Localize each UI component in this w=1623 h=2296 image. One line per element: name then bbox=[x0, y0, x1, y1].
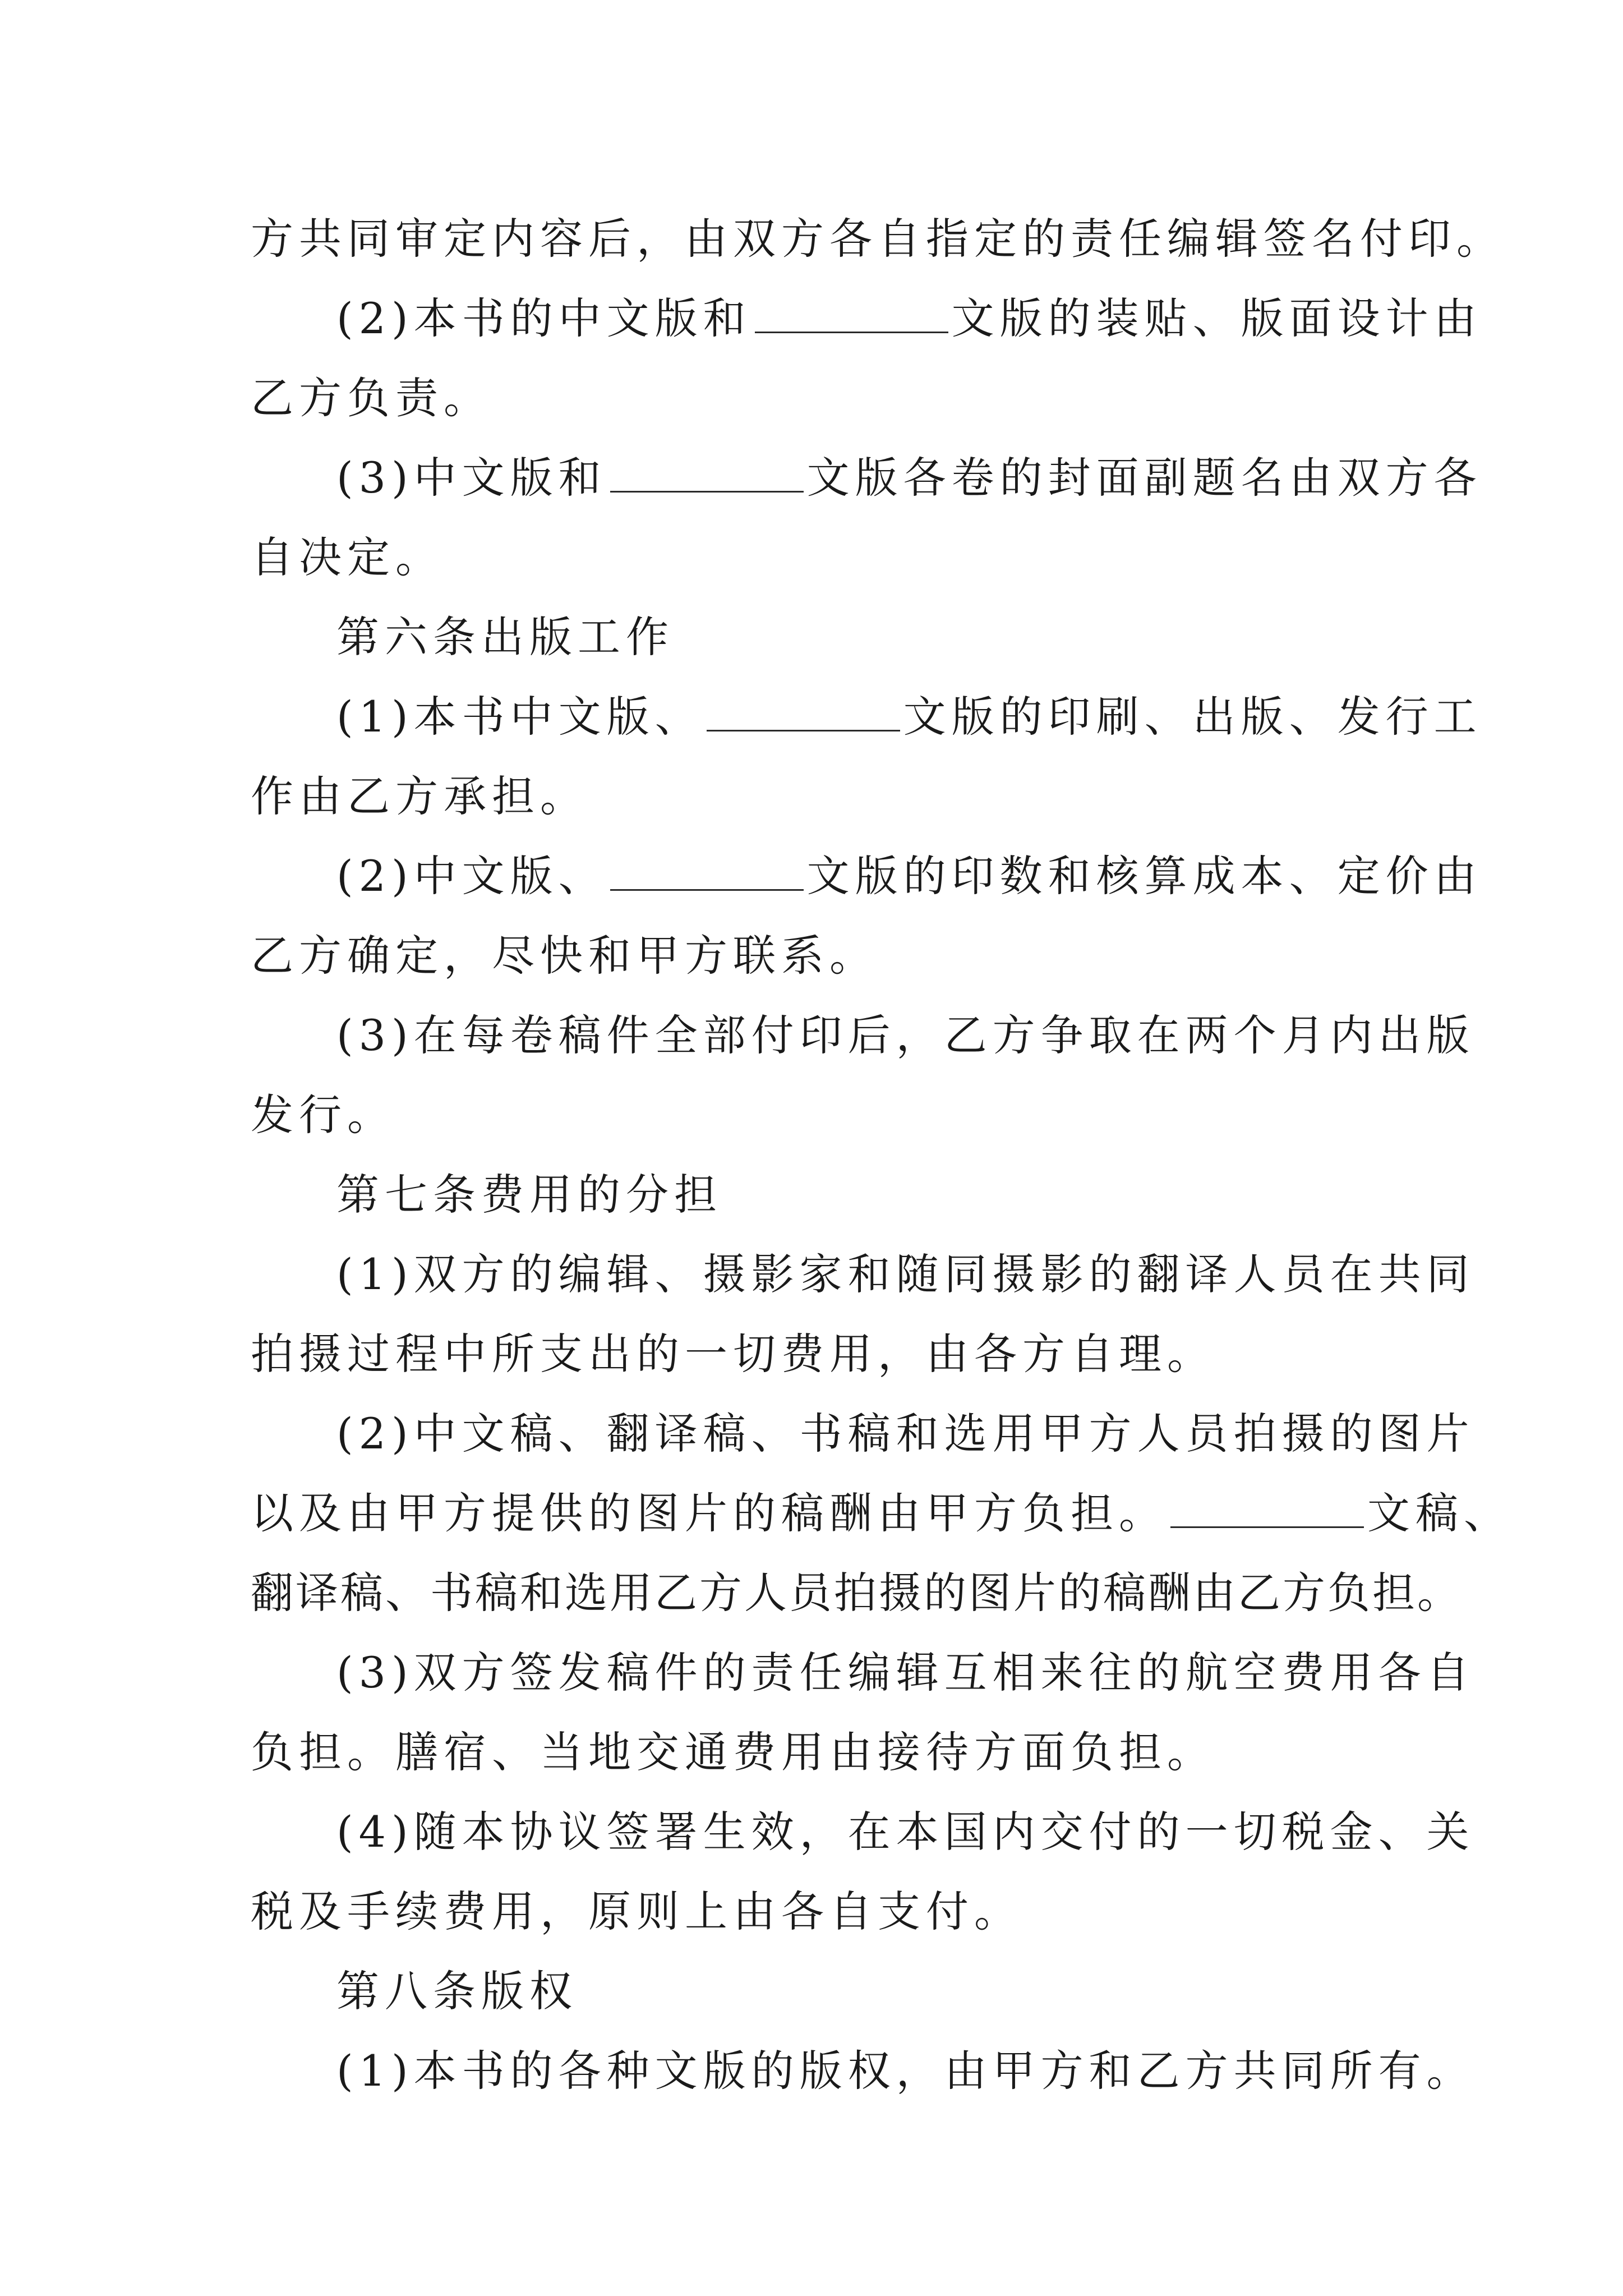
fill-in-blank bbox=[1170, 1494, 1364, 1528]
paragraph-line bbox=[251, 1792, 1475, 1872]
section-heading bbox=[251, 597, 1406, 677]
line-text: (3)中文版和 bbox=[336, 453, 607, 503]
line-text: 文版的装贴、版面设计由 bbox=[951, 293, 1482, 343]
paragraph-line bbox=[251, 1474, 1512, 1553]
line-text: (2)中文稿、翻译稿、书稿和选用甲方人员拍摄的图片 bbox=[336, 1409, 1475, 1458]
paragraph-line bbox=[251, 1394, 1475, 1474]
heading-text: 第八条版权 bbox=[336, 1966, 578, 2016]
line-text: 税及手续费用，原则上由各自支付。 bbox=[251, 1887, 1022, 1936]
paragraph-line bbox=[251, 2031, 1475, 2111]
heading-text: 第六条出版工作 bbox=[336, 612, 674, 662]
paragraph-line bbox=[251, 1633, 1475, 1713]
line-text: (1)本书的各种文版的版权，由甲方和乙方共同所有。 bbox=[336, 2046, 1475, 2096]
fill-in-blank bbox=[707, 697, 900, 731]
paragraph-line bbox=[251, 1235, 1475, 1314]
paragraph-line bbox=[251, 279, 1482, 358]
paragraph-line bbox=[251, 438, 1482, 518]
line-text: 文版的印数和核算成本、定价由 bbox=[806, 851, 1482, 901]
paragraph-line bbox=[251, 358, 1406, 438]
fill-in-blank bbox=[610, 458, 804, 493]
line-text: (1)本书中文版、 bbox=[336, 692, 703, 742]
line-text: (2)中文版、 bbox=[336, 851, 607, 901]
line-text: (2)本书的中文版和 bbox=[336, 293, 751, 343]
line-text: 以及由甲方提供的图片的稿酬由甲方负担。 bbox=[251, 1488, 1167, 1538]
fill-in-blank bbox=[755, 299, 948, 333]
heading-text: 第七条费用的分担 bbox=[336, 1170, 722, 1220]
line-text: 负担。膳宿、当地交通费用由接待方面负担。 bbox=[251, 1727, 1215, 1777]
paragraph-line bbox=[251, 1713, 1406, 1792]
paragraph-line bbox=[251, 518, 1406, 597]
paragraph-line bbox=[251, 996, 1475, 1075]
paragraph-line bbox=[251, 1075, 1406, 1155]
line-text: 发行。 bbox=[251, 1090, 395, 1140]
paragraph-line bbox=[251, 836, 1482, 916]
line-text: 文版的印刷、出版、发行工 bbox=[903, 692, 1482, 742]
section-heading bbox=[251, 1155, 1406, 1235]
line-text: (3)双方签发稿件的责任编辑互相来往的航空费用各自 bbox=[336, 1648, 1475, 1697]
line-text: 方共同审定内容后，由双方各自指定的责任编辑签名付印。 bbox=[251, 214, 1505, 264]
section-heading bbox=[251, 1952, 1406, 2031]
paragraph-line bbox=[251, 916, 1406, 996]
line-text: (3)在每卷稿件全部付印后，乙方争取在两个月内出版 bbox=[336, 1010, 1475, 1060]
paragraph-line bbox=[251, 757, 1406, 836]
paragraph-line bbox=[251, 1553, 1462, 1633]
line-text: 文稿、 bbox=[1367, 1488, 1512, 1538]
line-text: 乙方负责。 bbox=[251, 373, 492, 423]
paragraph-line bbox=[251, 677, 1482, 757]
line-text: 文版各卷的封面副题名由双方各 bbox=[806, 453, 1482, 503]
paragraph-line bbox=[251, 1314, 1406, 1394]
document-body bbox=[251, 199, 1512, 2111]
paragraph-line bbox=[251, 1872, 1406, 1952]
line-text: (1)双方的编辑、摄影家和随同摄影的翻译人员在共同 bbox=[336, 1249, 1475, 1299]
line-text: 自决定。 bbox=[251, 532, 444, 582]
fill-in-blank bbox=[610, 857, 804, 891]
paragraph-line bbox=[251, 199, 1505, 279]
line-text: 作由乙方承担。 bbox=[251, 771, 588, 821]
line-text: 乙方确定，尽快和甲方联系。 bbox=[251, 931, 878, 981]
line-text: (4)随本协议签署生效，在本国内交付的一切税金、关 bbox=[336, 1807, 1475, 1857]
line-text: 拍摄过程中所支出的一切费用，由各方自理。 bbox=[251, 1329, 1215, 1379]
line-text: 翻译稿、书稿和选用乙方人员拍摄的图片的稿酬由乙方负担。 bbox=[251, 1568, 1462, 1618]
